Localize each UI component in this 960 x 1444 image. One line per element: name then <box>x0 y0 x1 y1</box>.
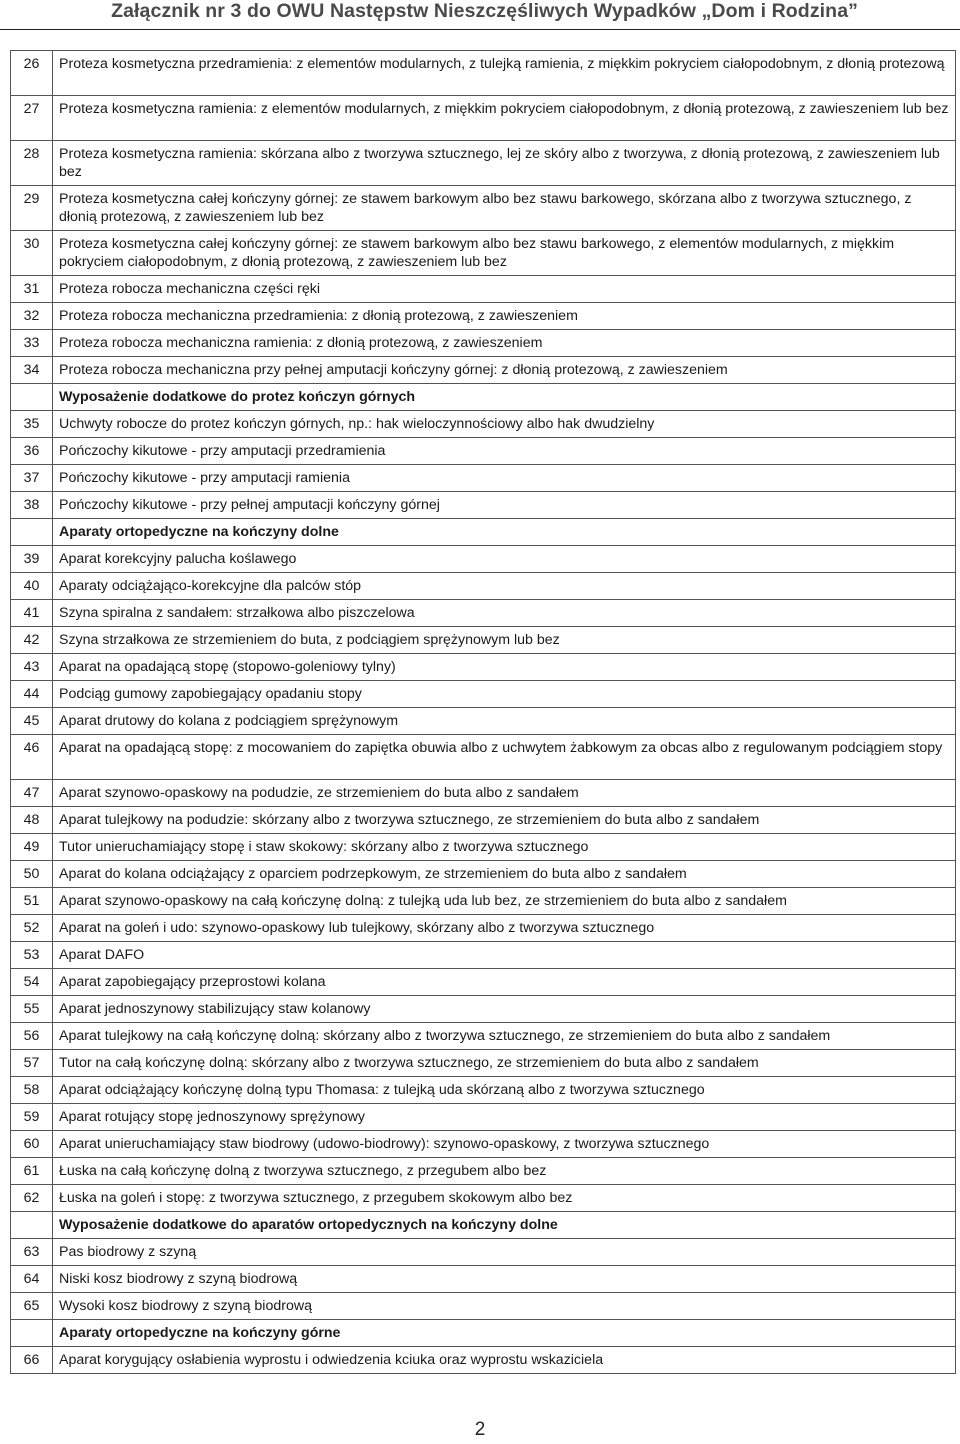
table-row <box>11 1158 956 1185</box>
row-number: 52 <box>11 915 53 942</box>
row-description: Wysoki kosz biodrowy z szyną biodrową <box>53 1293 956 1320</box>
table-row <box>11 1104 956 1131</box>
row-description: Proteza robocza mechaniczna części ręki <box>53 276 956 303</box>
row-number: 42 <box>11 627 53 654</box>
row-description: Aparat na goleń i udo: szynowo-opaskowy lub tulejkowy, skórzany albo z tworzywa sztucznego <box>53 915 956 942</box>
row-description: Aparat zapobiegający przeprostowi kolana <box>53 969 956 996</box>
table-row <box>11 735 956 780</box>
row-description: Aparat korekcyjny palucha koślawego <box>53 546 956 573</box>
table-row <box>11 411 956 438</box>
row-description: Aparat do kolana odciążający z oparciem podrzepkowym, ze strzemieniem do buta albo z sandałem <box>53 861 956 888</box>
table-row <box>11 942 956 969</box>
row-number: 65 <box>11 1293 53 1320</box>
row-number: 56 <box>11 1023 53 1050</box>
row-description: Proteza kosmetyczna przedramienia: z elementów modularnych, z tulejką ramienia, z miękkim pokryciem ciałopodobnym, z dłonią protezową <box>53 51 956 96</box>
row-description: Pończochy kikutowe - przy amputacji przedramienia <box>53 438 956 465</box>
table-row <box>11 1131 956 1158</box>
row-description: Szyna strzałkowa ze strzemieniem do buta, z podciągiem sprężynowym lub bez <box>53 627 956 654</box>
row-number: 31 <box>11 276 53 303</box>
row-description: Pończochy kikutowe - przy amputacji ramienia <box>53 465 956 492</box>
row-number: 62 <box>11 1185 53 1212</box>
table-row <box>11 492 956 519</box>
row-number: 50 <box>11 861 53 888</box>
row-number: 34 <box>11 357 53 384</box>
row-description: Proteza kosmetyczna ramienia: z elementów modularnych, z miękkim pokryciem ciałopodobnym, z dłonią protezową, z zawieszeniem lub bez <box>53 96 956 141</box>
row-number: 58 <box>11 1077 53 1104</box>
row-number <box>11 1320 53 1347</box>
table-row <box>11 600 956 627</box>
table-row <box>11 708 956 735</box>
table-row <box>11 888 956 915</box>
row-description: Aparat DAFO <box>53 942 956 969</box>
table-row <box>11 231 956 276</box>
row-description: Aparat korygujący osłabienia wyprostu i odwiedzenia kciuka oraz wyprostu wskaziciela <box>53 1347 956 1374</box>
table-row <box>11 1023 956 1050</box>
table-row <box>11 276 956 303</box>
row-description: Tutor unieruchamiający stopę i staw skokowy: skórzany albo z tworzywa sztucznego <box>53 834 956 861</box>
section-title: Wyposażenie dodatkowe do aparatów ortopedycznych na kończyny dolne <box>53 1212 956 1239</box>
row-description: Aparat unieruchamiający staw biodrowy (udowo-biodrowy): szynowo-opaskowy, z tworzywa sztucznego <box>53 1131 956 1158</box>
row-description: Proteza kosmetyczna całej kończyny górnej: ze stawem barkowym albo bez stawu barkowego, z elementów modularnych, z miękkim pokryciem ciałopodobnym, z dłonią protezową, z zawieszeniem lub bez <box>53 231 956 276</box>
table-row <box>11 141 956 186</box>
row-number: 28 <box>11 141 53 186</box>
row-number: 44 <box>11 681 53 708</box>
row-number: 61 <box>11 1158 53 1185</box>
section-header-row <box>11 384 956 411</box>
row-description: Pas biodrowy z szyną <box>53 1239 956 1266</box>
table-row <box>11 1077 956 1104</box>
row-number: 55 <box>11 996 53 1023</box>
row-description: Aparaty odciążająco-korekcyjne dla palców stóp <box>53 573 956 600</box>
table-row <box>11 807 956 834</box>
row-number: 53 <box>11 942 53 969</box>
row-number: 41 <box>11 600 53 627</box>
table-row <box>11 96 956 141</box>
row-description: Aparat na opadającą stopę (stopowo-goleniowy tylny) <box>53 654 956 681</box>
table-row <box>11 1185 956 1212</box>
row-number <box>11 1212 53 1239</box>
table-row <box>11 780 956 807</box>
row-number: 29 <box>11 186 53 231</box>
row-number <box>11 519 53 546</box>
row-number: 37 <box>11 465 53 492</box>
row-description: Aparat tulejkowy na podudzie: skórzany albo z tworzywa sztucznego, ze strzemieniem do buta albo z sandałem <box>53 807 956 834</box>
row-number: 46 <box>11 735 53 780</box>
row-description: Aparat szynowo-opaskowy na całą kończynę dolną: z tulejką uda lub bez, ze strzemieniem do buta albo z sandałem <box>53 888 956 915</box>
table-row <box>11 969 956 996</box>
page-header <box>0 0 960 30</box>
row-description: Aparat na opadającą stopę: z mocowaniem do zapiętka obuwia albo z uchwytem żabkowym za obcas albo z regulowanym podciągiem stopy <box>53 735 956 780</box>
row-number: 49 <box>11 834 53 861</box>
row-description: Aparat tulejkowy na całą kończynę dolną: skórzany albo z tworzywa sztucznego, ze strzemieniem do buta albo z sandałem <box>53 1023 956 1050</box>
table-body <box>11 51 956 1374</box>
table-row <box>11 834 956 861</box>
row-number: 27 <box>11 96 53 141</box>
row-description: Proteza kosmetyczna całej kończyny górnej: ze stawem barkowym albo bez stawu barkowego, skórzana albo z tworzywa sztucznego, z dłonią protezową, z zawieszeniem lub bez <box>53 186 956 231</box>
table-row <box>11 654 956 681</box>
page-title: Załącznik nr 3 do OWU Następstw Nieszczęśliwych Wypadków „Dom i Rodzina” <box>111 0 858 22</box>
row-description: Szyna spiralna z sandałem: strzałkowa albo piszczelowa <box>53 600 956 627</box>
row-number <box>11 384 53 411</box>
table-row <box>11 1239 956 1266</box>
row-number: 43 <box>11 654 53 681</box>
row-description: Uchwyty robocze do protez kończyn górnych, np.: hak wieloczynnościowy albo hak dwudzielny <box>53 411 956 438</box>
row-description: Proteza robocza mechaniczna przy pełnej amputacji kończyny górnej: z dłonią protezową, z zawieszeniem <box>53 357 956 384</box>
row-description: Pończochy kikutowe - przy pełnej amputacji kończyny górnej <box>53 492 956 519</box>
row-number: 63 <box>11 1239 53 1266</box>
table-row <box>11 1266 956 1293</box>
row-number: 48 <box>11 807 53 834</box>
row-description: Proteza kosmetyczna ramienia: skórzana albo z tworzywa sztucznego, lej ze skóry albo z tworzywa, z dłonią protezową, z zawieszeniem lub bez <box>53 141 956 186</box>
table-row <box>11 915 956 942</box>
row-number: 45 <box>11 708 53 735</box>
row-description: Aparat szynowo-opaskowy na podudzie, ze strzemieniem do buta albo z sandałem <box>53 780 956 807</box>
row-description: Proteza robocza mechaniczna przedramienia: z dłonią protezową, z zawieszeniem <box>53 303 956 330</box>
row-description: Proteza robocza mechaniczna ramienia: z dłonią protezową, z zawieszeniem <box>53 330 956 357</box>
row-number: 40 <box>11 573 53 600</box>
table-row <box>11 186 956 231</box>
row-number: 38 <box>11 492 53 519</box>
section-title: Wyposażenie dodatkowe do protez kończyn górnych <box>53 384 956 411</box>
section-title: Aparaty ortopedyczne na kończyny górne <box>53 1320 956 1347</box>
row-description: Łuska na goleń i stopę: z tworzywa sztucznego, z przegubem skokowym albo bez <box>53 1185 956 1212</box>
row-number: 57 <box>11 1050 53 1077</box>
table-row <box>11 51 956 96</box>
table-row <box>11 1347 956 1374</box>
table-row <box>11 861 956 888</box>
row-number: 64 <box>11 1266 53 1293</box>
table-row <box>11 1050 956 1077</box>
equipment-table <box>10 50 956 1374</box>
table-row <box>11 996 956 1023</box>
row-number: 26 <box>11 51 53 96</box>
table-row <box>11 546 956 573</box>
row-number: 51 <box>11 888 53 915</box>
row-description: Niski kosz biodrowy z szyną biodrową <box>53 1266 956 1293</box>
row-number: 59 <box>11 1104 53 1131</box>
row-number: 32 <box>11 303 53 330</box>
row-description: Tutor na całą kończynę dolną: skórzany albo z tworzywa sztucznego, ze strzemieniem do buta albo z sandałem <box>53 1050 956 1077</box>
row-number: 33 <box>11 330 53 357</box>
section-header-row <box>11 1320 956 1347</box>
row-description: Aparat jednoszynowy stabilizujący staw kolanowy <box>53 996 956 1023</box>
table-row <box>11 303 956 330</box>
page-number: 2 <box>474 1419 486 1440</box>
row-number: 60 <box>11 1131 53 1158</box>
row-number: 39 <box>11 546 53 573</box>
section-title: Aparaty ortopedyczne na kończyny dolne <box>53 519 956 546</box>
row-number: 35 <box>11 411 53 438</box>
section-header-row <box>11 519 956 546</box>
table-row <box>11 681 956 708</box>
table-row <box>11 330 956 357</box>
table-row <box>11 438 956 465</box>
row-description: Aparat drutowy do kolana z podciągiem sprężynowym <box>53 708 956 735</box>
row-number: 47 <box>11 780 53 807</box>
section-header-row <box>11 1212 956 1239</box>
row-description: Łuska na całą kończynę dolną z tworzywa sztucznego, z przegubem albo bez <box>53 1158 956 1185</box>
row-number: 30 <box>11 231 53 276</box>
table-row <box>11 465 956 492</box>
row-description: Podciąg gumowy zapobiegający opadaniu stopy <box>53 681 956 708</box>
table-row <box>11 627 956 654</box>
row-description: Aparat odciążający kończynę dolną typu Thomasa: z tulejką uda skórzaną albo z tworzywa sztucznego <box>53 1077 956 1104</box>
row-number: 66 <box>11 1347 53 1374</box>
row-number: 36 <box>11 438 53 465</box>
table-row <box>11 1293 956 1320</box>
table-row <box>11 357 956 384</box>
table-row <box>11 573 956 600</box>
row-description: Aparat rotujący stopę jednoszynowy sprężynowy <box>53 1104 956 1131</box>
row-number: 54 <box>11 969 53 996</box>
